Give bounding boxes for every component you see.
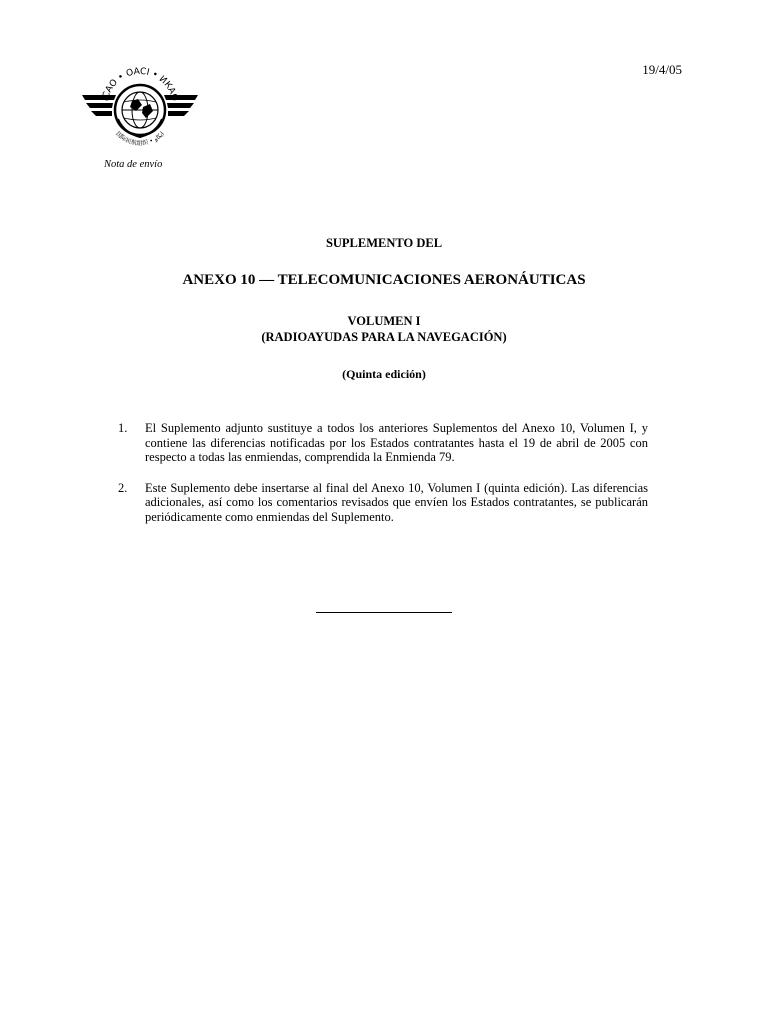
list-item: [118, 421, 648, 465]
svg-text:国际民航组织 • ایکاو: 国际民航组织 • ایکاو: [114, 130, 166, 148]
document-date: 19/4/05: [642, 62, 682, 77]
annex-title: ANEXO 10 — TELECOMUNICACIONES AERONÁUTICAS: [182, 272, 586, 288]
numbered-list: [118, 421, 648, 541]
item-number: 2.: [118, 480, 128, 495]
closing-rule: [316, 612, 452, 613]
logo-caption: Nota de envío: [104, 159, 163, 170]
svg-text:ICAO • OACI • ИКАО: ICAO • OACI • ИКАО: [100, 66, 180, 103]
icao-logo: [80, 55, 200, 173]
volume-title: VOLUMEN I: [347, 314, 421, 328]
volume-heading: [0, 313, 768, 345]
item-text: El Suplemento adjunto sustituye a todos los anteriores Suplementos del Anexo 10, Volumen I, y contiene las diferencias notificadas por los Estados contratantes hasta el 19 de abril de 2005 con respecto a todas las enmiendas, comprendida la Enmienda 79.: [145, 421, 648, 465]
list-item: [118, 481, 648, 525]
item-number: 1.: [118, 421, 128, 435]
icao-emblem-icon: [80, 55, 200, 159]
volume-subtitle: (RADIOAYUDAS PARA LA NAVEGACIÓN): [261, 330, 507, 344]
edition-label: (Quinta edición): [342, 367, 426, 381]
supplement-heading: SUPLEMENTO DEL: [325, 236, 443, 250]
item-text: Este Suplemento debe insertarse al final del Anexo 10, Volumen I (quinta edición). Las diferencias adicionales, así como los comentarios revisados que envíen los Estados contratantes, se publicarán periódicamente como enmiendas del Suplemento.: [145, 480, 648, 524]
